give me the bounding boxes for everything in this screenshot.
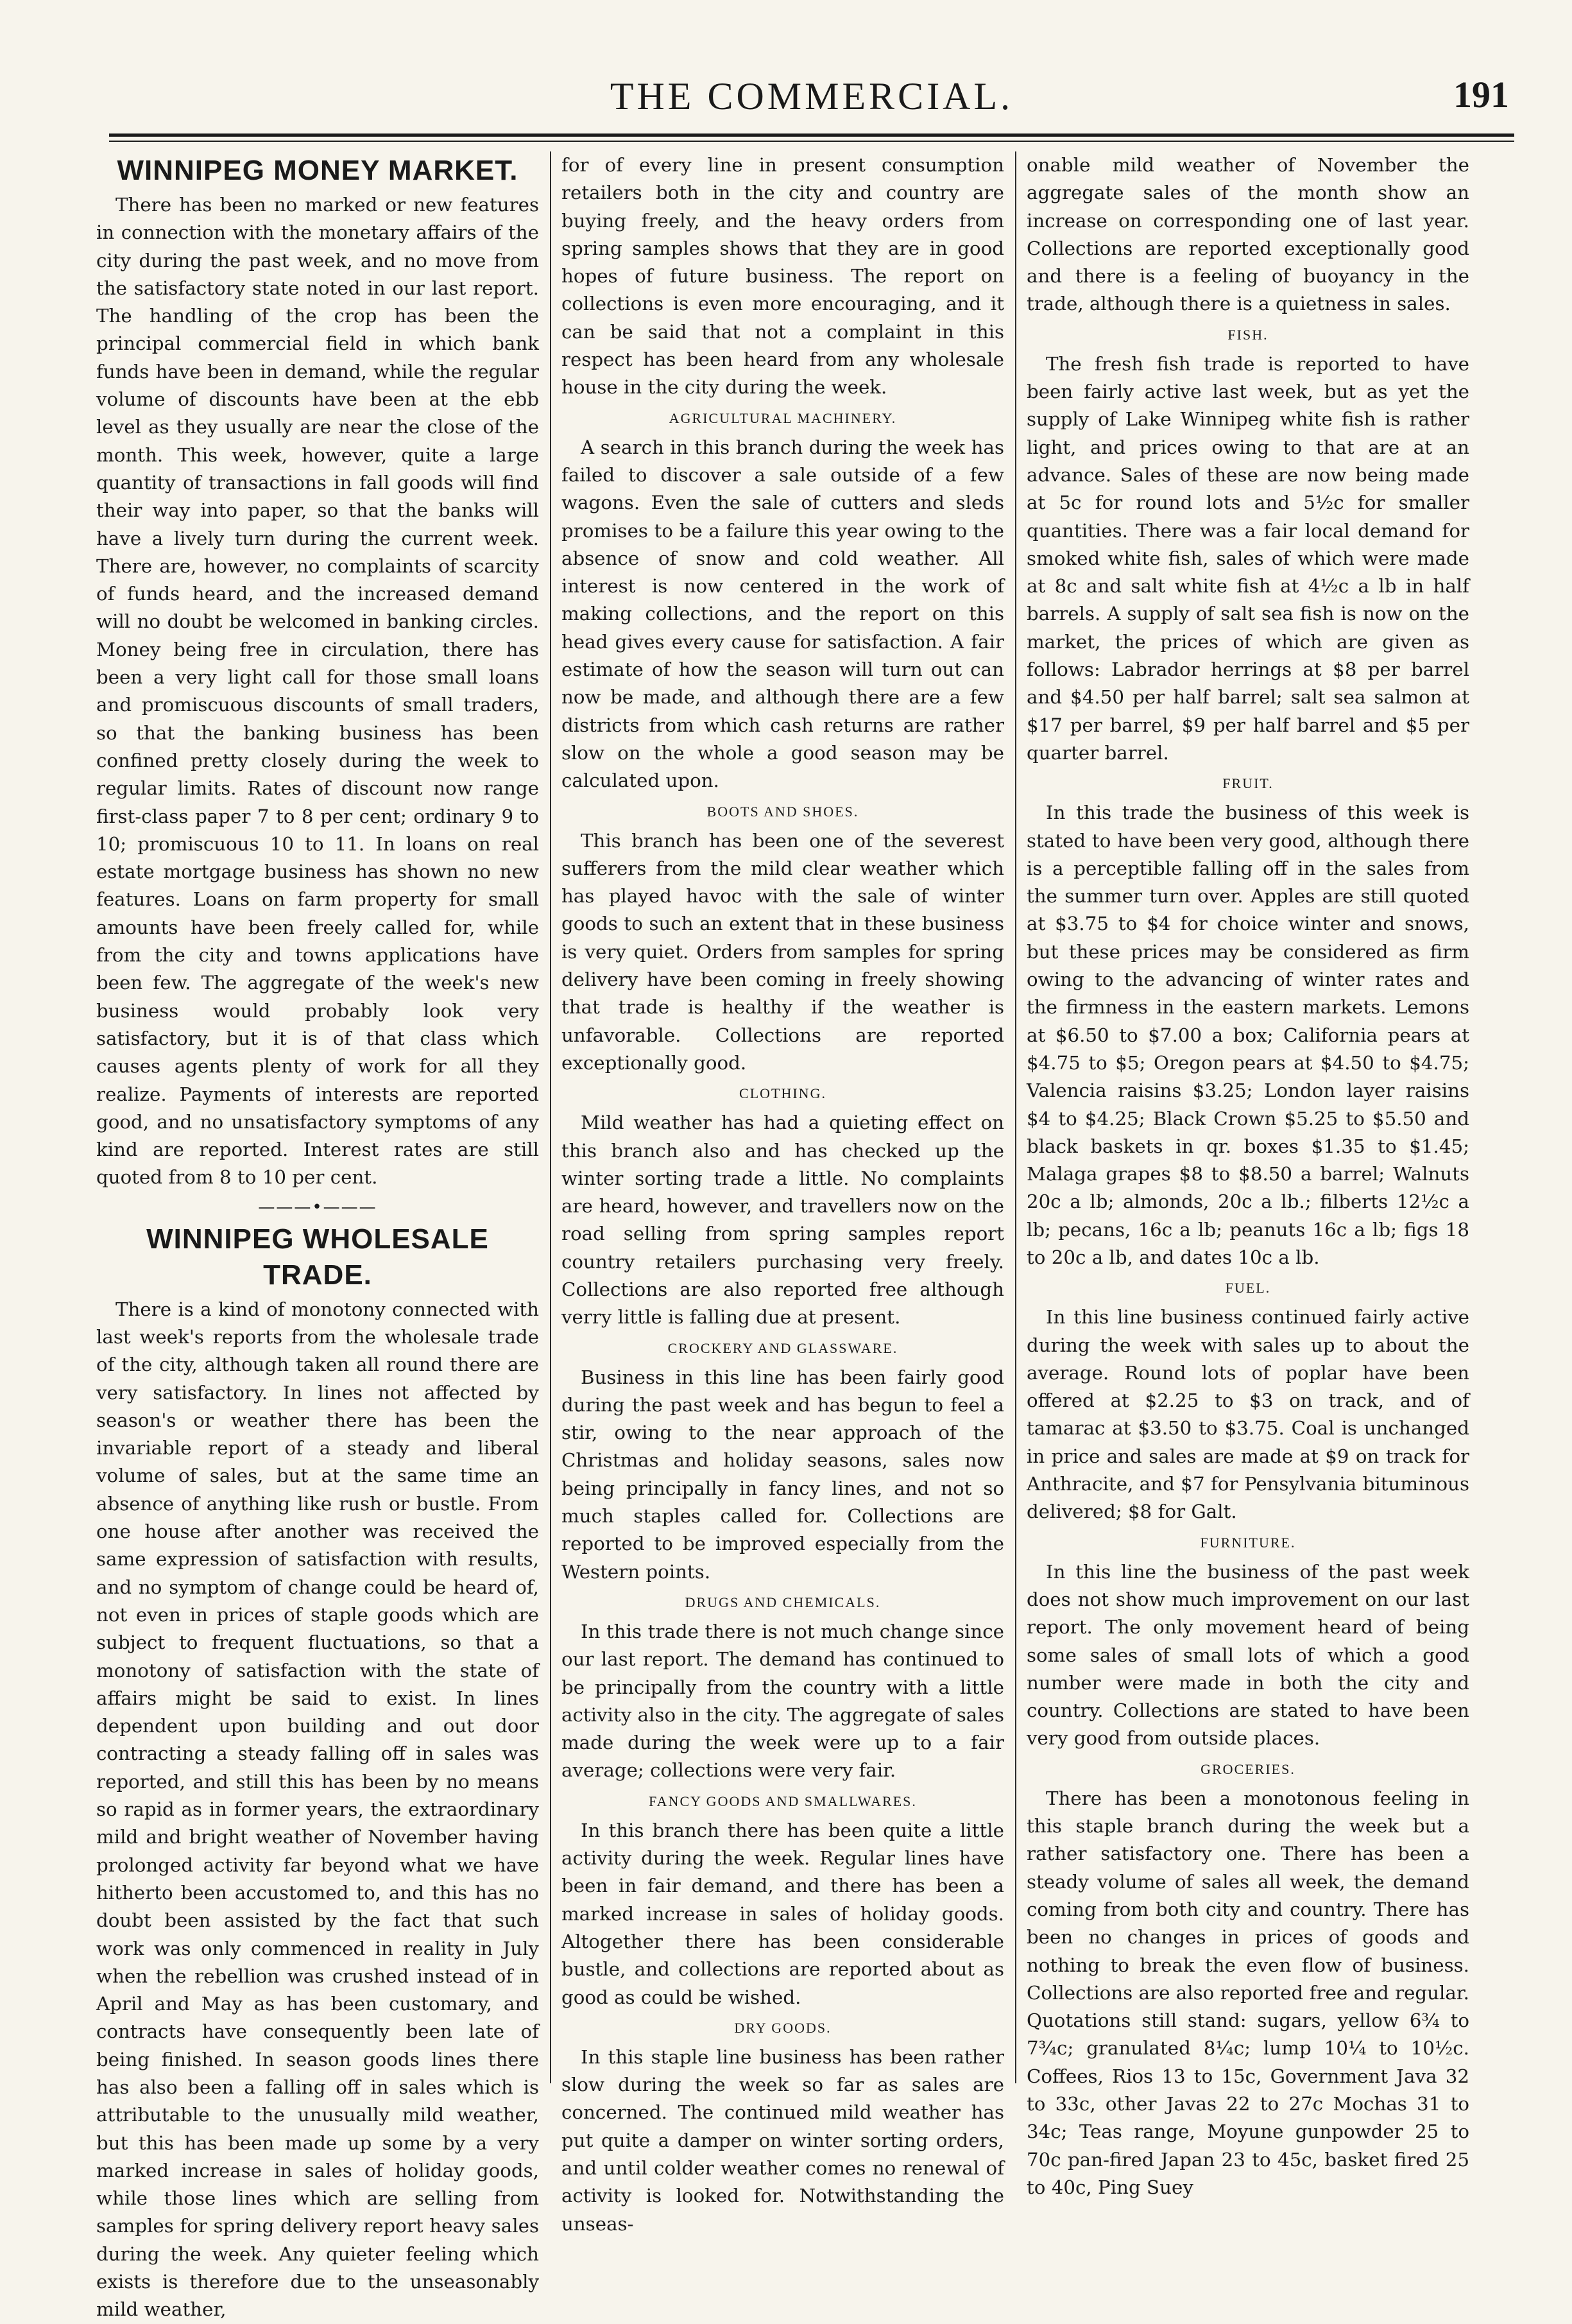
crockery-and-glassware-article: Business in this line has been fairly good during the past week and has begun to feel a stir, owing to the near approach of the Christmas and holiday seasons, sales now being principally in fancy lines, and not so much staples called for. Collections are reported to be improved especially from the Western points. — [561, 1366, 1004, 1583]
drugs-and-chemicals-article: In this trade there is not much change since our last report. The demand has continued to be principally from the country with a little activity also in the city. The aggregate of sales made during the week were up to a fair average; collections were very fair. — [561, 1620, 1004, 1782]
fruit-article: In this trade the business of this week is stated to have been very good, although there is a perceptible falling off in the sales from the summer turn over. Apples are still quoted at $3.75 to $4 for choice winter and snows, but these prices may be considered as firm owing to the advancing of winter rates and the firmness in the eastern markets. Lemons at $6.50 to $7.00 a box; California pears at $4.75 to $5; Oregon pears at $4.50 to $4.75; Valencia raisins $3.25; London layer raisins $4 to $4.25; Black Crown $5.25 to $5.50 and black baskets in qr. boxes $1.35 to $1.45; Malaga grapes $8 to $8.50 a barrel; Walnuts 20c a lb; almonds, 20c a lb.; filberts 12½c a lb; pecans, 16c a lb; peanuts 16c a lb; figs 18 to 20c a lb, and dates 10c a lb. — [1027, 802, 1469, 1268]
masthead: THE COMMERCIAL. — [610, 75, 1014, 117]
subhead-drugs-and-chemicals: DRUGS AND CHEMICALS. — [685, 1594, 881, 1610]
section-ornament: ———•——— — [258, 1197, 377, 1217]
groceries-article: There has been a monotonous feeling in this staple branch during the week but a rather satisfactory one. There has been a steady volume of sales all week, the demand coming from both city and country. There has been no changes in prices of goods and nothing to break the even flow of business. Collections are also reported free and regular. Quotations still stand: sugars, yellow 6¾ to 7¾c; granulated 8¼c; lump 10¼ to 10½c. Coffees, Rios 13 to 15c, Government Java 32 to 33c, other Javas 22 to 27c Mochas 31 to 34c; Teas range, Moyune gunpowder 25 to 70c pan-fired Japan 23 to 45c, basket fired 25 to 40c, Ping Suey — [1027, 1787, 1469, 2198]
dry-goods-article: In this staple line business has been rather slow during the week so far as sales are concerned. The continued mild weather has put quite a damper on winter sorting orders, and until colder weather comes no renewal of activity is looked for. Notwithstanding the unseas- — [561, 2045, 1004, 2235]
fuel-article: In this line business continued fairly active during the week with sales up to about the average. Round lots of poplar have been offered at $2.25 to $3 on track, and of tamarac at $3.50 to $3.75. Coal is unchanged in price and sales are made at $9 on track for Anthracite, and $7 for Pensylvania bituminous delivered; $8 for Galt. — [1027, 1306, 1469, 1523]
subhead-fuel: FUEL. — [1225, 1280, 1271, 1296]
column-2 — [561, 151, 1004, 2235]
money-market-article: There has been no marked or new features in connection with the monetary affairs of the city during the past week, and no move from the satisfactory state noted in our last report. The handling of the crop has been the principal commercial field in which bank funds have been in demand, while the regular volume of discounts have been at the ebb level as they usually are near the close of the month. This week, however, quite a large quantity of transactions in fall goods will find their way into paper, so that the banks will have a lively turn during the current week. There are, however, no complaints of scarcity of funds heard, and the increased demand will no doubt be welcomed in banking circles. Money being free in circulation, there has been a very light call for those small loans and promiscuous discounts of small traders, so that the banking business has been confined pretty closely during the week to regular limits. Rates of discount now range first-class paper 7 to 8 per cent; ordinary 9 to 10; promiscuous 10 to 11. In loans on real estate mortgage business has shown no new features. Loans on farm property for small amounts have been freely called for, while from the city and towns applications have been few. The aggregate of the week's new business would probably look very satisfactory, but it is of that class which causes agents plenty of work for all they realize. Payments of interests are reported good, and no unsatisfactory symptoms of any kind are reported. Interest rates are still quoted from 8 to 10 per cent. — [96, 194, 539, 1189]
subhead-groceries: GROCERIES. — [1200, 1760, 1295, 1777]
header-rule-thin — [109, 141, 1514, 142]
column-divider — [1015, 151, 1016, 2083]
fancy-goods-article: In this branch there has been quite a little activity during the week. Regular lines have been in fair demand, and there has been a marked increase in sales of holiday goods. Altogether there has been considerable bustle, and collections are reported about as good as could be wished. — [561, 1819, 1004, 2008]
furniture-article: In this line the business of the past week does not show much improvement on our last report. The only movement heard of being some sales of small lots of which a good number were made in both the city and country. Collections are stated to have been very good from outside places. — [1027, 1560, 1469, 1750]
header-rule-thick — [109, 133, 1514, 137]
subhead-fruit: FRUIT. — [1222, 775, 1274, 792]
column-3-continued-text: onable mild weather of November the aggregate sales of the month show an increase on corresponding one of last year. Collections are reported exceptionally good and there is a feeling of buoyancy in the trade, although there is a quietness in sales. — [1027, 154, 1469, 315]
page-header — [109, 71, 1514, 128]
fish-article: The fresh fish trade is reported to have been fairly active last week, but as yet the supply of Lake Winnipeg white fish is rather light, and prices owing to that are at an advance. Sales of these are now being made at 5c for round lots and 5½c for smaller quantities. There was a fair local demand for smoked white fish, sales of which were made at 8c and salt white fish at 4½c a lb in half barrels. A supply of salt sea fish is now on the market, the prices of which are given as follows: Labrador herrings at $8 per barrel and $4.50 per half barrel; salt sea salmon at $17 per barrel, $9 per half barrel and $5 per quarter barrel. — [1027, 352, 1469, 764]
boots-and-shoes-article: This branch has been one of the severest sufferers from the mild clear weather which has played havoc with the sale of winter goods to such an extent that in these business is very quiet. Orders from samples for spring delivery have been coming in freely showing that trade is healthy if the weather is unfavorable. Collections are reported exceptionally good. — [561, 829, 1004, 1074]
column-1 — [96, 151, 539, 2321]
subhead-clothing: CLOTHING. — [739, 1085, 826, 1102]
agricultural-machinery-article: A search in this branch during the week has failed to discover a sale outside of a few wagons. Even the sale of cutters and sleds promises to be a failure this year owing to the absence of snow and cold weather. All interest is now centered in the work of making collections, and the report on this head gives every cause for satisfaction. A fair estimate of how the season will turn out can now be made, and although there are a few districts from which cash returns are rather slow on the whole a good season may be calculated upon. — [561, 436, 1004, 792]
subhead-agricultural-machinery: AGRICULTURAL MACHINERY. — [669, 409, 897, 426]
subhead-dry-goods: DRY GOODS. — [734, 2019, 832, 2036]
column-2-continued-text: for of every line in present consumption retailers both in the city and country are buying freely, and the heavy orders from spring samples shows that they are in good hopes of future business. The report on collections is even more encouraging, and it can be said that not a complaint in this respect has been heard from any wholesale house in the city during the week. — [561, 154, 1004, 399]
page-number: 191 — [1453, 74, 1509, 116]
subhead-boots-and-shoes: BOOTS AND SHOES. — [706, 803, 859, 820]
wholesale-trade-headline: WINNIPEG WHOLESALE TRADE. — [146, 1223, 489, 1291]
column-3 — [1027, 151, 1469, 2198]
subhead-furniture: FURNITURE. — [1200, 1534, 1296, 1551]
wholesale-trade-article: There is a kind of monotony connected with last week's reports from the wholesale trade of the city, although taken all round there are very satisfactory. In lines not affected by season's or weather there has been the invariable report of a steady and liberal volume of sales, but at the same time an absence of anything like rush or bustle. From one house after another was received the same expression of satisfaction with results, and no symptom of change could be heard of, not even in prices of staple goods which are subject to frequent fluctuations, so that a monotony of satisfaction with the state of affairs might be said to exist. In lines dependent upon building and out door contracting a steady falling off in sales was reported, and still this has been by no means so rapid as in former years, the extraordinary mild and bright weather of November having prolonged activity far beyond what we have hitherto been accustomed to, and this has no doubt been assisted by the fact that such work was only commenced in reality in July when the rebellion was crushed instead of in April and May as has been customary, and contracts have consequently been late of being finished. In season goods lines there has also been a falling off in sales which is attributable to the unusually mild weather, but this has been made up some by a very marked increase in sales of holiday goods, while those lines which are selling from samples for spring delivery report heavy sales during the week. Any quieter feeling which exists is therefore due to the unseasonably mild weather, — [96, 1298, 539, 2321]
subhead-fancy-goods: FANCY GOODS AND SMALLWARES. — [649, 1793, 917, 1809]
subhead-fish: FISH. — [1227, 326, 1269, 343]
clothing-article: Mild weather has had a quieting effect on this branch also and has checked up the winter sorting trade a little. No complaints are heard, however, and travellers now on the road selling from spring samples report country retailers purchasing very freely. Collections are also reported free although verry little is falling due at present. — [561, 1112, 1004, 1329]
column-divider — [550, 151, 551, 2083]
subhead-crockery-and-glassware: CROCKERY AND GLASSWARE. — [667, 1339, 898, 1356]
money-market-headline: WINNIPEG MONEY MARKET. — [117, 155, 518, 186]
